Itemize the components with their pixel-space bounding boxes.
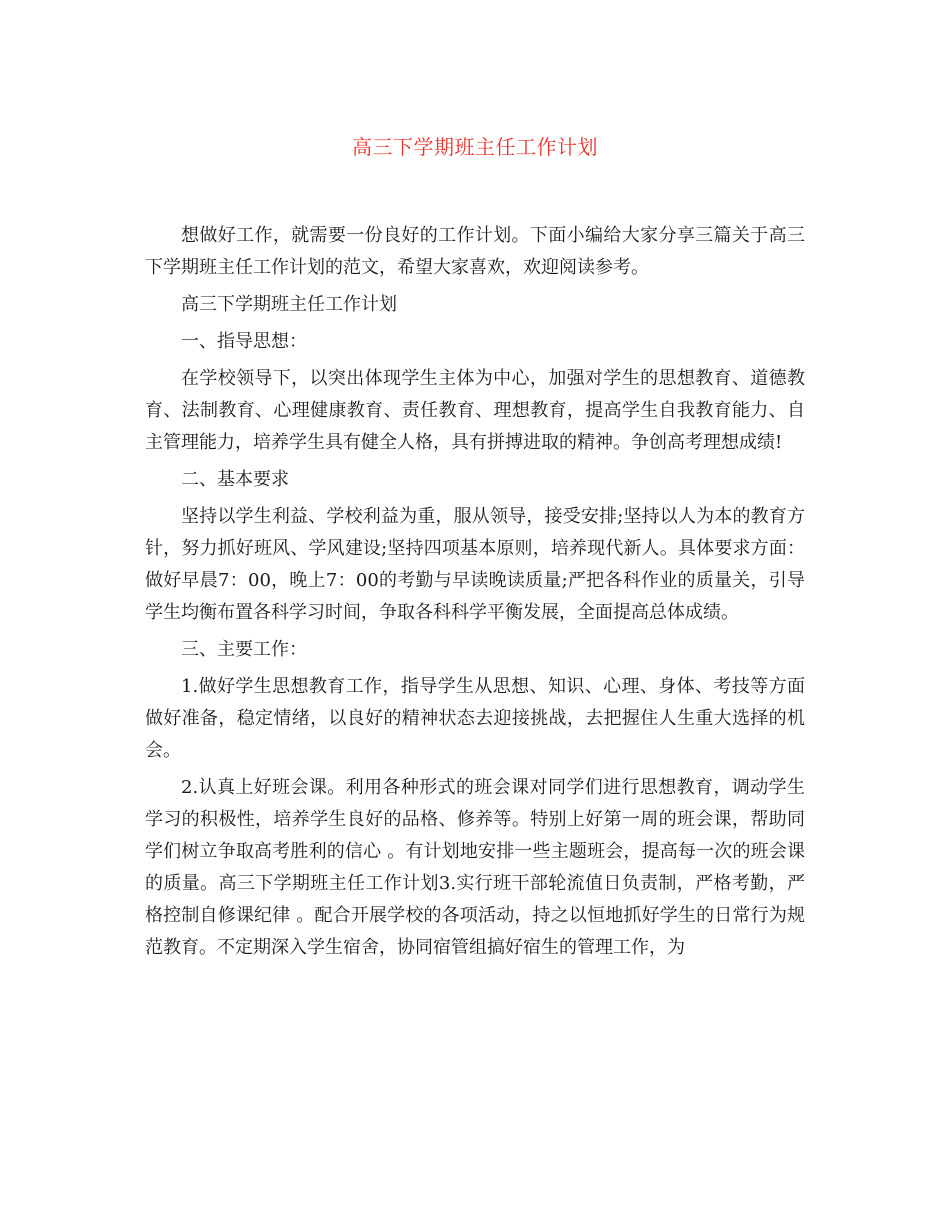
intro-paragraph: 想做好工作，就需要一份良好的工作计划。下面小编给大家分享三篇关于高三下学期班主任工作计划的范文，希望大家喜欢，欢迎阅读参考。	[145, 225, 805, 278]
section-heading-main-work: 三、主要工作：	[181, 639, 307, 660]
paragraph-main-work-2: 2.认真上好班会课。利用各种形式的班会课对同学们进行思想教育，调动学生学习的积极性，培养学生良好的品格、修养等。特别上好第一周的班会课，帮助同学们树立争取高考胜利的信心 。有计划地安排一些主题班会，提高每一次的班会课的质量。高三下学期班主任工作计划3.实行班干部轮流值日负责制，严格考勤，严格控制自修课纪律 。配合开展学校的各项活动，持之以恒地抓好学生的日常行为规范教育。不定期深入学生宿舍，协同宿管组搞好宿生的管理工作，为	[145, 777, 805, 958]
paragraph-basic-requirements: 坚持以学生利益、学校利益为重，服从领导，接受安排;坚持以人为本的教育方针，努力抓好班风、学风建设;坚持四项基本原则，培养现代新人。具体要求方面：做好早晨7：00，晚上7：00的考勤与早读晚读质量;严把各科作业的质量关，引导学生均衡布置各科学习时间，争取各科科学平衡发展，全面提高总体成绩。	[145, 506, 805, 623]
subheading-plan: 高三下学期班主任工作计划	[181, 294, 397, 315]
paragraph-main-work-1: 1.做好学生思想教育工作，指导学生从思想、知识、心理、身体、考技等方面做好准备，稳定情绪，以良好的精神状态去迎接挑战，去把握住人生重大选择的机会。	[145, 676, 805, 761]
paragraph-guiding-ideology: 在学校领导下，以突出体现学生主体为中心，加强对学生的思想教育、道德教育、法制教育、心理健康教育、责任教育、理想教育，提高学生自我教育能力、自主管理能力，培养学生具有健全人格，具有拼搏进取的精神。争创高考理想成绩!	[145, 368, 805, 453]
document-body	[145, 220, 805, 969]
section-heading-guiding-ideology: 一、指导思想：	[181, 331, 307, 352]
document-title: 高三下学期班主任工作计划	[352, 135, 598, 159]
section-heading-basic-requirements: 二、基本要求	[181, 469, 289, 490]
